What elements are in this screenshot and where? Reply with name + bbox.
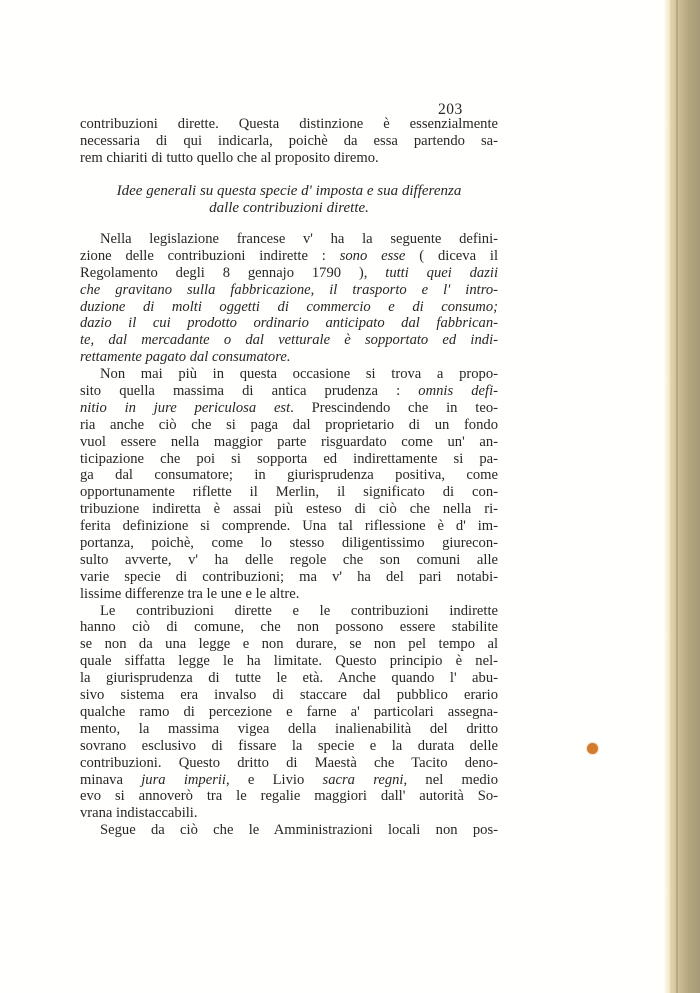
- paragraph-1: [80, 231, 498, 366]
- text-line: portanza, poichè, come lo stesso diligentissimo giurecon-: [80, 535, 498, 552]
- text-line: duzione di molti oggetti di commercio e di consumo;: [80, 298, 498, 315]
- text-line: che gravitano sulla fabbricazione, il trasporto e l' intro-: [80, 281, 498, 298]
- text-segment: Regolamento degli 8 gennajo 1790 ),: [80, 264, 386, 281]
- text-segment: ( diceva il: [405, 247, 499, 264]
- text-line: lissime differenze tra le une e le altre.: [80, 585, 300, 602]
- text-line: sulto avverte, v' ha delle regole che son comuni alle: [80, 551, 498, 568]
- text-line: qualche ramo di percezione e farne a' particolari assegna-: [80, 703, 498, 720]
- text-line: [80, 772, 498, 789]
- text-segment: minava: [80, 771, 142, 788]
- text-line: quale siffatta legge le ha limitate. Questo principio è nel-: [80, 653, 498, 670]
- text-line: se non da una legge e non durare, se non pel tempo al: [80, 636, 498, 653]
- text-line: tribuzione indiretta è assai più esteso di ciò che nella ri-: [80, 501, 498, 518]
- text-segment: . Prescindendo che in teo-: [290, 399, 498, 416]
- text-line: vrana indistaccabili.: [80, 805, 198, 822]
- text-line: contribuzioni. Questo dritto di Maestà che Tacito deno-: [80, 754, 498, 771]
- text-line: Non mai più in questa occasione si trova a propo-: [100, 366, 498, 383]
- text-line: rettamente pagato dal consumatore.: [80, 349, 291, 366]
- ink-stain: [587, 743, 598, 754]
- section-heading: [80, 183, 498, 217]
- italic-phrase: sono esse: [339, 247, 406, 264]
- text-line: opportunamente riflette il Merlin, il significato di con-: [80, 484, 498, 501]
- text-line: [80, 383, 498, 400]
- text-line: te, dal mercadante o dal vetturale è sopportato ed indi-: [80, 332, 498, 349]
- text-segment: zione delle contribuzioni indirette :: [80, 247, 340, 264]
- text-line: [80, 400, 498, 417]
- italic-phrase: jura imperii: [141, 771, 226, 788]
- text-line: sivo sistema era invalso di staccare dal pubblico erario: [80, 687, 498, 704]
- text-line: evo si annoverò tra le regalie maggiori dall' autorità So-: [80, 788, 498, 805]
- text-line: hanno ciò di comune, che non possono essere stabilite: [80, 619, 498, 636]
- paragraph-3: [80, 603, 498, 823]
- text-line: [80, 248, 498, 265]
- page-number: 203: [438, 101, 463, 118]
- text-line: ticipazione che poi si sopporta ed indirettamente si pa-: [80, 450, 498, 467]
- text-line: contribuzioni dirette. Questa distinzione è essenzialmente: [80, 116, 498, 132]
- opening-text: [80, 116, 498, 167]
- body-text: [80, 231, 498, 839]
- text-line: necessaria di qui indicarla, poichè da essa partendo sa-: [80, 132, 498, 149]
- italic-phrase: sacra regni: [322, 771, 404, 788]
- text-line: sovrano esclusivo di fissare la specie e la durata delle: [80, 737, 498, 754]
- italic-phrase: omnis defi-: [418, 383, 498, 400]
- text-segment: sito quella massima di antica prudenza :: [80, 383, 419, 400]
- text-line: vuol essere nella maggior parte risguardato come un' an-: [80, 433, 498, 450]
- italic-phrase: nitio in jure periculosa est: [80, 399, 291, 416]
- text-line: Le contribuzioni dirette e le contribuzioni indirette: [100, 602, 498, 619]
- italic-phrase: tutti quei dazii: [385, 264, 498, 281]
- paragraph-2: [80, 366, 498, 602]
- heading-line: Idee generali su questa specie d' imposta e sua differenza: [116, 183, 462, 199]
- text-line: ria anche ciò che si paga dal proprietario di un fondo: [80, 416, 498, 433]
- text-line: ferita definizione si comprende. Una tal riflessione è d' im-: [80, 518, 498, 535]
- text-line: varie specie di contribuzioni; ma v' ha del pari notabi-: [80, 568, 498, 585]
- text-line: dazio il cui prodotto ordinario anticipato dal fabbrican-: [80, 315, 498, 332]
- heading-line: dalle contribuzioni dirette.: [209, 200, 369, 216]
- text-line: Segue da ciò che le Amministrazioni locali non pos-: [100, 822, 498, 839]
- text-line: la giurisprudenza di tutte le età. Anche quando l' abu-: [80, 670, 498, 687]
- text-segment: , e Livio: [225, 771, 323, 788]
- text-line: mento, la massima vigea della inalienabilità del dritto: [80, 720, 498, 737]
- text-segment: , nel medio: [403, 771, 498, 788]
- text-line: Nella legislazione francese v' ha la seguente defini-: [100, 231, 498, 247]
- paragraph-4: [80, 822, 498, 839]
- text-line: ga dal consumatore; in giurisprudenza positiva, come: [80, 467, 498, 484]
- text-line: rem chiariti di tutto quello che al proposito diremo.: [80, 149, 379, 166]
- text-line: [80, 265, 498, 282]
- book-edge: [664, 0, 700, 993]
